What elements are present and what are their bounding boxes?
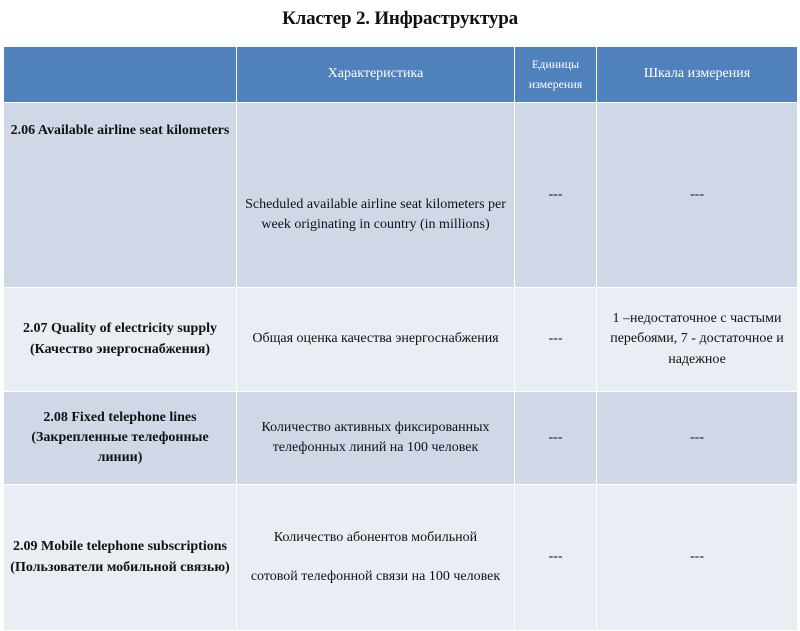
indicator-units: ---: [515, 103, 597, 288]
page-title: Кластер 2. Инфраструктура: [282, 8, 518, 29]
header-scale: Шкала измерения: [597, 47, 798, 103]
table-row: [4, 485, 798, 631]
table-header-row: [4, 47, 798, 103]
indicator-characteristic: [237, 485, 515, 631]
header-name: [4, 47, 237, 103]
indicator-scale: ---: [597, 103, 798, 288]
indicator-characteristic: Количество активных фиксированных телефонных линий на 100 человек: [237, 392, 515, 485]
indicator-name: 2.07 Quality of electricity supply (Качество энергоснабжения): [4, 288, 237, 392]
indicator-units: ---: [515, 392, 597, 485]
header-characteristic: Характеристика: [237, 47, 515, 103]
indicator-scale: ---: [597, 392, 798, 485]
table-row: [4, 288, 798, 392]
indicator-scale: ---: [597, 485, 798, 631]
indicator-units: ---: [515, 485, 597, 631]
indicator-units: ---: [515, 288, 597, 392]
indicator-name: 2.06 Available airline seat kilometers: [4, 103, 237, 288]
characteristic-line: Количество абонентов мобильной: [273, 530, 478, 546]
table-row: [4, 392, 798, 485]
indicator-name: 2.09 Mobile telephone subscriptions (Пользователи мобильной связью): [4, 485, 237, 631]
characteristic-line: сотовой телефонной связи на 100 человек: [250, 568, 501, 584]
indicator-scale: 1 –недостаточное с частыми перебоями, 7 - достаточное и надежное: [597, 288, 798, 392]
table-row: [4, 103, 798, 288]
indicator-name: 2.08 Fixed telephone lines (Закрепленные телефонные линии): [4, 392, 237, 485]
infrastructure-table: [3, 46, 798, 631]
header-units: Единицы измерения: [515, 47, 597, 103]
indicator-characteristic: Scheduled available airline seat kilometers per week originating in country (in millions): [237, 103, 515, 288]
indicator-characteristic: Общая оценка качества энергоснабжения: [237, 288, 515, 392]
